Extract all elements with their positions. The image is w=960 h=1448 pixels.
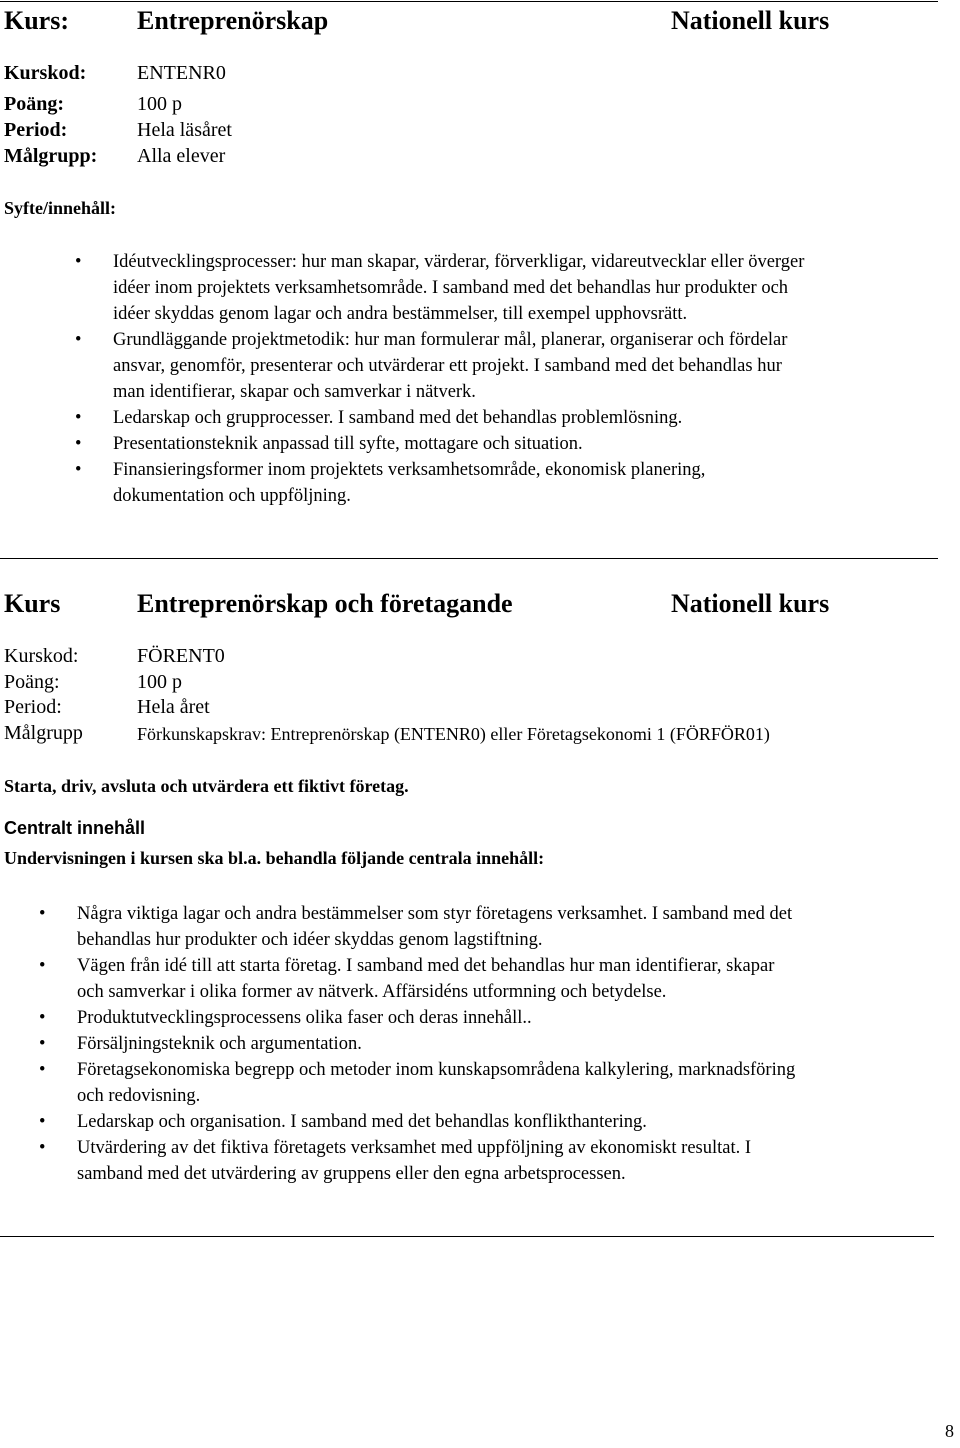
bottom-divider xyxy=(0,1236,934,1237)
top-rule xyxy=(0,1,938,2)
course2-content-list xyxy=(39,901,957,1187)
course1-label: Kurs: xyxy=(4,6,69,35)
course2-period-label: Period: xyxy=(4,696,62,718)
bullet-icon: • xyxy=(39,1138,46,1158)
list-item: • Företagsekonomiska begrepp och metoder inom kunskapsområdena kalkylering, marknadsföring och redovisning. xyxy=(77,1057,957,1109)
bullet-icon: • xyxy=(39,1060,46,1080)
bullet-icon: • xyxy=(75,434,82,454)
bullet-icon: • xyxy=(39,1034,46,1054)
section-divider xyxy=(0,558,938,559)
course2-target-label: Målgrupp xyxy=(4,722,83,744)
course1-content-list xyxy=(75,249,958,509)
bullet-icon: • xyxy=(75,252,82,272)
course1-code-label: Kurskod: xyxy=(4,62,87,84)
list-item: • Ledarskap och grupprocesser. I samband med det behandlas problemlösning. xyxy=(113,405,958,431)
list-item: • Vägen från idé till att starta företag. I samband med det behandlas hur man identifierar, skapar och samverkar i olika former av nätverk. Affärsidéns utformning och betydelse. xyxy=(77,953,957,1005)
course1-name: Entreprenörskap xyxy=(137,6,329,35)
list-item: • Idéutvecklingsprocesser: hur man skapar, värderar, förverkligar, vidareutvecklar eller överger idéer inom projektets verksamhetsområde. I samband med det behandlas hur produkter och idéer skyddas genom lagar och andra bestämmelser, till exempel upphovsrätt. xyxy=(113,249,958,327)
course2-period-value: Hela året xyxy=(137,696,210,718)
course2-name: Entreprenörskap och företagande xyxy=(137,589,513,618)
course1-points-value: 100 p xyxy=(137,93,182,115)
bullet-icon: • xyxy=(75,408,82,428)
list-item: • Finansieringsformer inom projektets verksamhetsområde, ekonomisk planering, dokumentation och uppföljning. xyxy=(113,457,958,509)
course1-type: Nationell kurs xyxy=(671,6,830,35)
bullet-icon: • xyxy=(75,460,82,480)
course2-code-label: Kurskod: xyxy=(4,645,79,667)
course2-code-value: FÖRENT0 xyxy=(137,645,225,667)
list-item: • Ledarskap och organisation. I samband med det behandlas konflikthantering. xyxy=(77,1109,957,1135)
list-item: • Försäljningsteknik och argumentation. xyxy=(77,1031,957,1057)
bullet-icon: • xyxy=(39,1112,46,1132)
bullet-icon: • xyxy=(39,904,46,924)
course2-points-value: 100 p xyxy=(137,671,182,693)
list-item: • Grundläggande projektmetodik: hur man formulerar mål, planerar, organiserar och fördelar ansvar, genomför, presenterar och utvärderar ett projekt. I samband med det behandlas hur man identifierar, skapar och samverkar i nätverk. xyxy=(113,327,958,405)
course2-type: Nationell kurs xyxy=(671,589,830,618)
list-item: • Presentationsteknik anpassad till syfte, mottagare och situation. xyxy=(113,431,958,457)
page-number: 8 xyxy=(945,1421,954,1441)
course1-target-label: Målgrupp: xyxy=(4,145,98,167)
course2-content-heading: Centralt innehåll xyxy=(4,818,146,838)
course2-points-label: Poäng: xyxy=(4,671,60,693)
course2-prerequisites: Förkunskapskrav: Entreprenörskap (ENTENR0) eller Företagsekonomi 1 (FÖRFÖR01) xyxy=(137,724,770,744)
list-item: • Några viktiga lagar och andra bestämmelser som styr företagens verksamhet. I samband med det behandlas hur produkter och idéer skyddas genom lagstiftning. xyxy=(77,901,957,953)
list-item: • Utvärdering av det fiktiva företagets verksamhet med uppföljning av ekonomiskt resultat. I samband med det utvärdering av gruppens eller den egna arbetsprocessen. xyxy=(77,1135,957,1187)
course2-label: Kurs xyxy=(4,589,61,618)
list-item: • Produktutvecklingsprocessens olika faser och deras innehåll.. xyxy=(77,1005,957,1031)
course2-tagline: Starta, driv, avsluta och utvärdera ett fiktivt företag. xyxy=(4,776,409,796)
bullet-icon: • xyxy=(39,956,46,976)
course1-code-value: ENTENR0 xyxy=(137,62,226,84)
bullet-icon: • xyxy=(39,1008,46,1028)
course1-points-label: Poäng: xyxy=(4,93,64,115)
course1-period-label: Period: xyxy=(4,119,68,141)
bullet-icon: • xyxy=(75,330,82,350)
course1-period-value: Hela läsåret xyxy=(137,119,232,141)
course2-intro: Undervisningen i kursen ska bl.a. behandla följande centrala innehåll: xyxy=(4,848,545,868)
course1-section-label: Syfte/innehåll: xyxy=(4,198,117,218)
course1-target-value: Alla elever xyxy=(137,145,226,167)
